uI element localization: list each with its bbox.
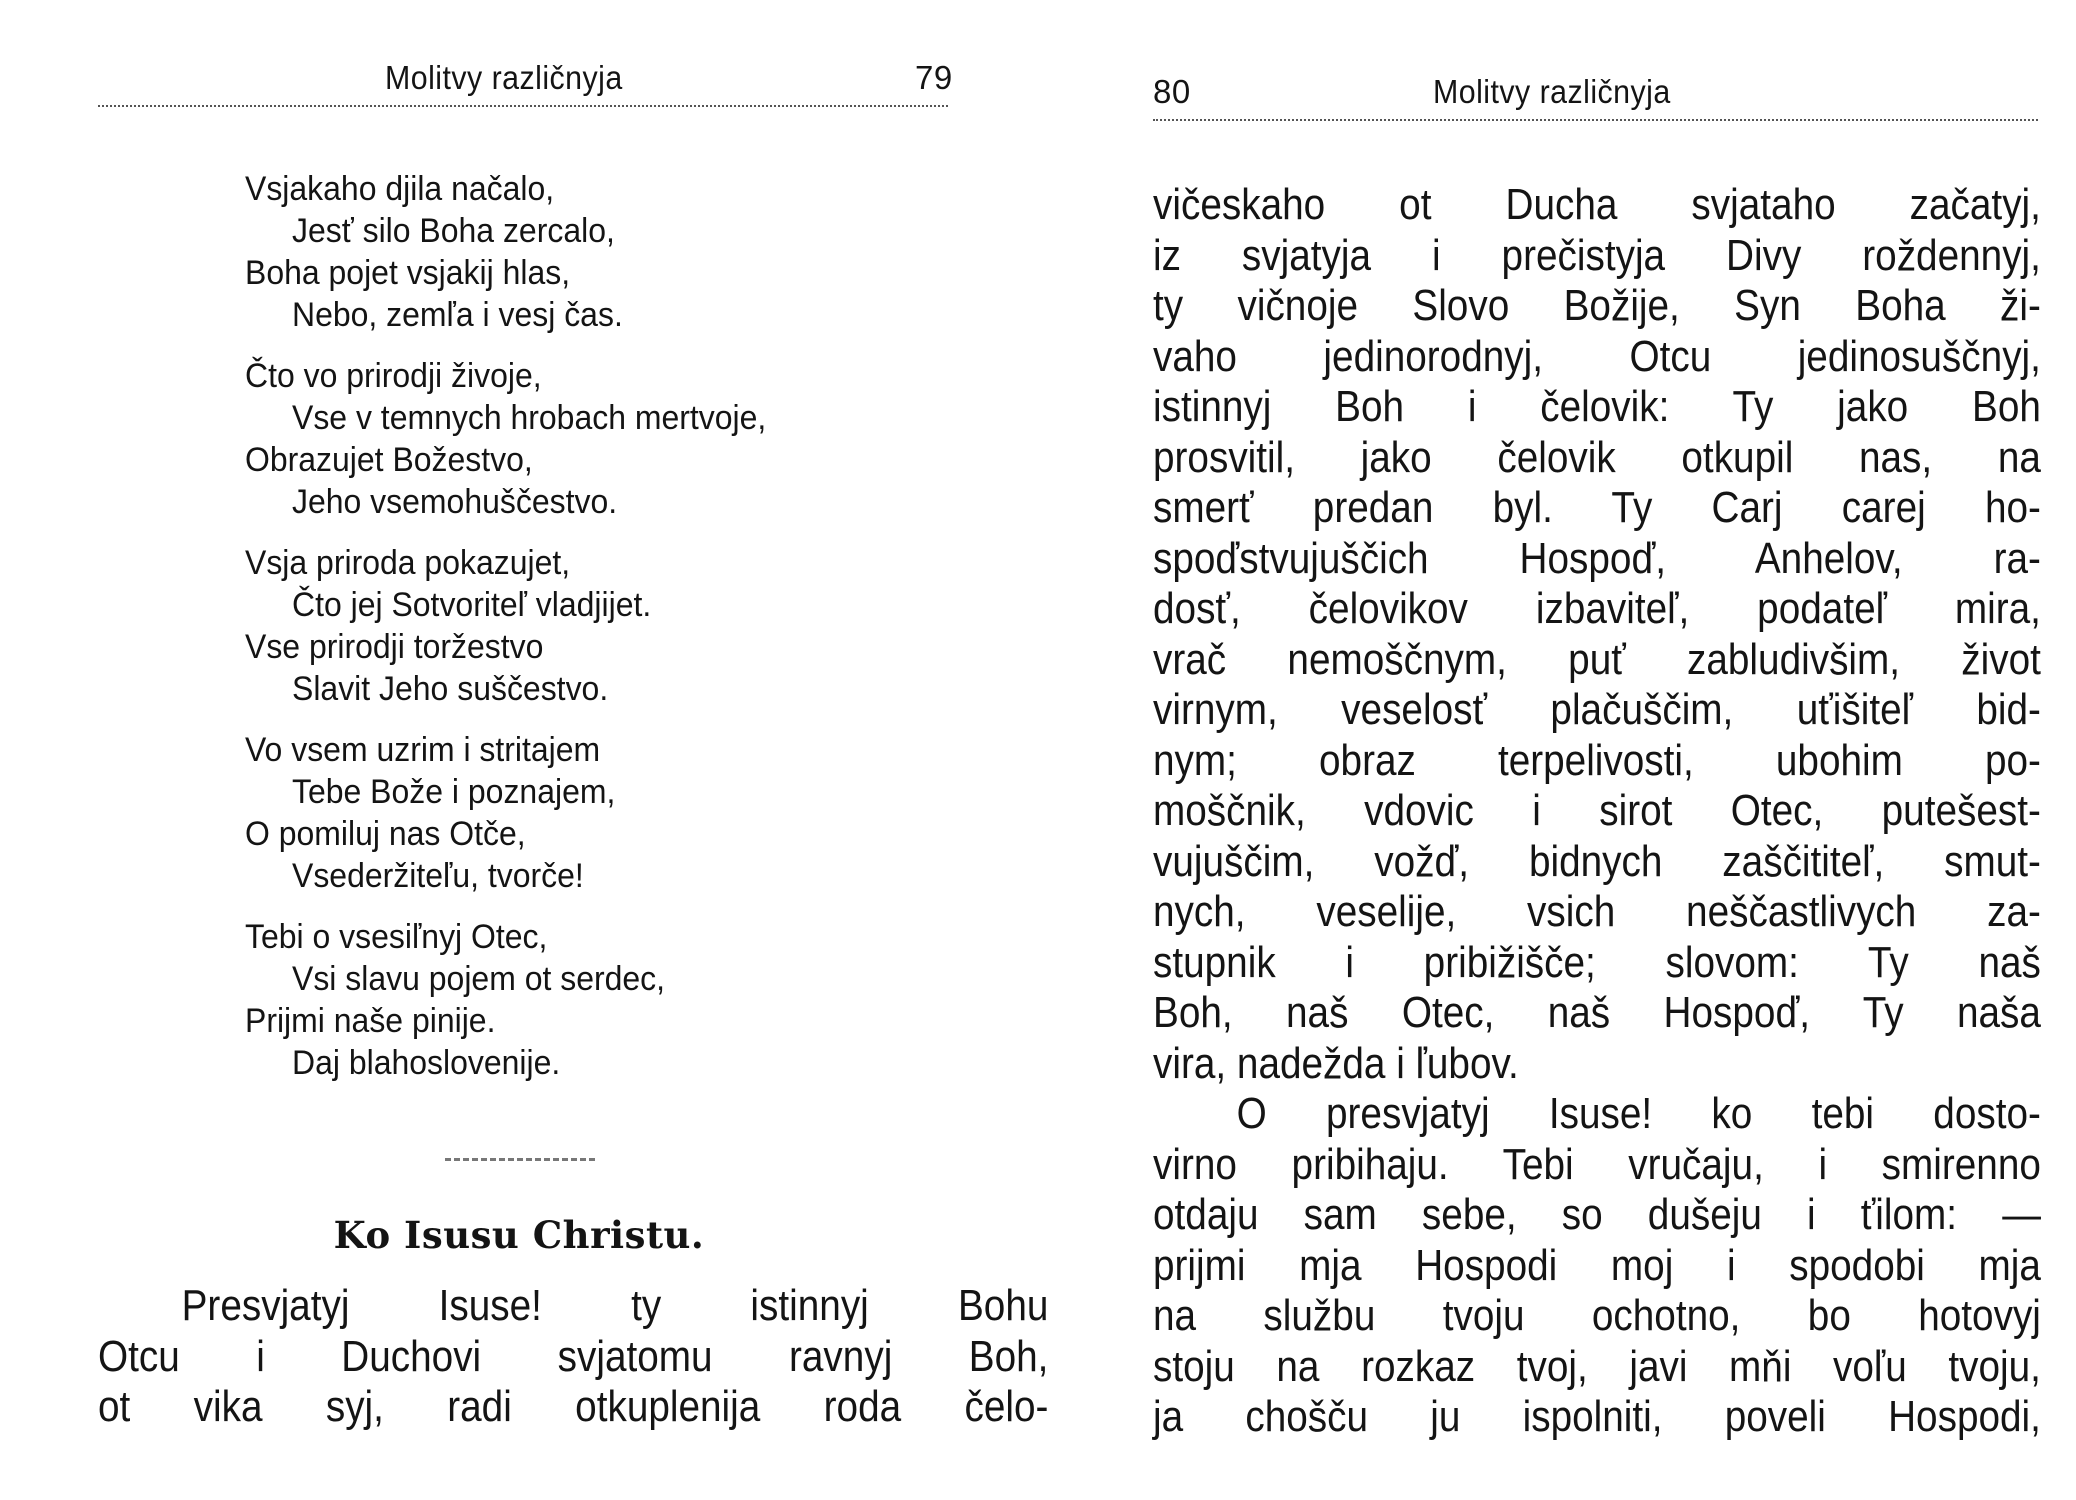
poem-stanza-2 — [245, 355, 959, 523]
section-ornament — [445, 1158, 595, 1161]
poem-line: Boha pojet vsjakij hlas, — [245, 254, 571, 292]
left-running-title: Molitvy različnyja — [385, 59, 623, 96]
poem-line: Prijmi naše pinije. — [245, 1002, 496, 1040]
right-page — [1038, 0, 2076, 1500]
poem-line: Jesť silo Boha zercalo, — [292, 212, 615, 250]
prose-line: prosvitil, jako čelovik otkupil nas, na — [1153, 432, 2041, 482]
poem-line: Nebo, zemľa i vesj čas. — [292, 296, 623, 334]
prose-line: stupnik i pribižišče; slovom: Ty naš — [1153, 937, 2041, 987]
poem-line: Vo vsem uzrim i stritajem — [245, 731, 601, 769]
left-header-rule — [98, 105, 948, 107]
prose-line: prijmi mja Hospodi moj i spodobi mja — [1153, 1240, 2041, 1290]
poem-line: Slavit Jeho suščestvo. — [292, 670, 609, 708]
prose-line: vujuščim, vožď, bidnych zaščititeľ, smut- — [1153, 836, 2041, 886]
prose-line: virno pribihaju. Tebi vručaju, i smirenno — [1153, 1139, 2041, 1189]
poem — [245, 168, 959, 1103]
prose-line: iz svjatyja i prečistyja Divy roždennyj, — [1153, 230, 2041, 280]
prose-line: vaho jedinorodnyj, Otcu jedinosuščnyj, — [1153, 331, 2041, 381]
right-header-rule — [1153, 119, 2038, 121]
poem-line: Čto vo prirodji živoje, — [245, 357, 542, 395]
prose-line: ja chošču ju ispolniti, poveli Hospodi, — [1153, 1392, 2041, 1441]
prose-line: vrač nemoščnym, puť zabludivšim, život — [1153, 634, 2041, 684]
poem-line: Vse prirodji toržestvo — [245, 628, 544, 666]
poem-line: Vsederžiteľu, tvorče! — [292, 857, 584, 895]
prose-line: virnym, veselosť plačuščim, uťišiteľ bid- — [1153, 685, 2041, 734]
poem-line: Daj blahoslovenije. — [292, 1044, 561, 1082]
poem-line: Vsi slavu pojem ot serdec, — [292, 960, 666, 998]
prose-line: moščnik, vdovic i sirot Otec, putešest- — [1153, 786, 2041, 835]
prose-line: dosť, čelovikov izbaviteľ, podateľ mira, — [1153, 584, 2041, 633]
poem-line: Čto jej Sotvoriteľ vladjijet. — [292, 586, 652, 624]
poem-line: Vse v temnych hrobach mertvoje, — [292, 399, 767, 437]
prose-line: vičeskaho ot Ducha svjataho začatyj, — [1153, 180, 2041, 229]
poem-stanza-1 — [245, 168, 959, 336]
prose-line: na službu tvoju ochotno, bo hotovyj — [1153, 1291, 2041, 1340]
prose-line: vira, nadežda i ľubov. — [1153, 1038, 1519, 1088]
poem-line: Jeho vsemohuščestvo. — [292, 483, 618, 521]
right-prose — [1153, 180, 2041, 1443]
prayer-heading: Ko Isusu Christu. — [333, 1213, 705, 1257]
poem-line: Vsjakaho djila načalo, — [245, 170, 555, 208]
right-page-number: 80 — [1153, 73, 1191, 110]
poem-stanza-5 — [245, 916, 959, 1084]
prose-line: otdaju sam sebe, so dušeju i ťilom: — — [1153, 1190, 2041, 1239]
prose-line: istinnyj Boh i čelovik: Ty jako Boh — [1153, 382, 2041, 431]
poem-stanza-3 — [245, 542, 959, 710]
prose-line: nym; obraz terpelivosti, ubohim po- — [1153, 735, 2041, 785]
prose-line: smerť predan byl. Ty Carj carej ho- — [1153, 483, 2041, 532]
prose-line: ot vika syj, radi otkuplenija roda čelo- — [98, 1382, 1049, 1431]
right-running-title: Molitvy različnyja — [1433, 73, 1671, 110]
prose-line: Presvjatyj Isuse! ty istinnyj Bohu — [181, 1281, 1049, 1330]
prose-line: spoďstvujuščich Hospoď, Anhelov, ra- — [1153, 533, 2041, 583]
poem-line: Tebe Bože i poznajem, — [292, 773, 616, 811]
poem-line: O pomiluj nas Otče, — [245, 815, 526, 853]
prose-line: Boh, naš Otec, naš Hospoď, Ty naša — [1153, 988, 2041, 1037]
left-page-number: 79 — [915, 59, 953, 96]
poem-line: Obrazujet Božestvo, — [245, 441, 533, 479]
poem-stanza-4 — [245, 729, 959, 897]
poem-line: Vsja priroda pokazujet, — [245, 544, 571, 582]
poem-line: Tebi o vsesiľnyj Otec, — [245, 918, 548, 956]
prose-line: Otcu i Duchovi svjatomu ravnyj Boh, — [98, 1331, 1049, 1381]
prose-line: O presvjatyj Isuse! ko tebi dosto- — [1236, 1089, 2041, 1138]
prose-line: stoju na rozkaz tvoj, javi mňi voľu tvoju, — [1153, 1341, 2041, 1391]
left-prose — [98, 1281, 1048, 1433]
prose-line: nych, veselije, vsich neščastlivych za- — [1153, 887, 2041, 936]
prose-line: ty vičnoje Slovo Božije, Syn Boha ži- — [1153, 281, 2041, 330]
